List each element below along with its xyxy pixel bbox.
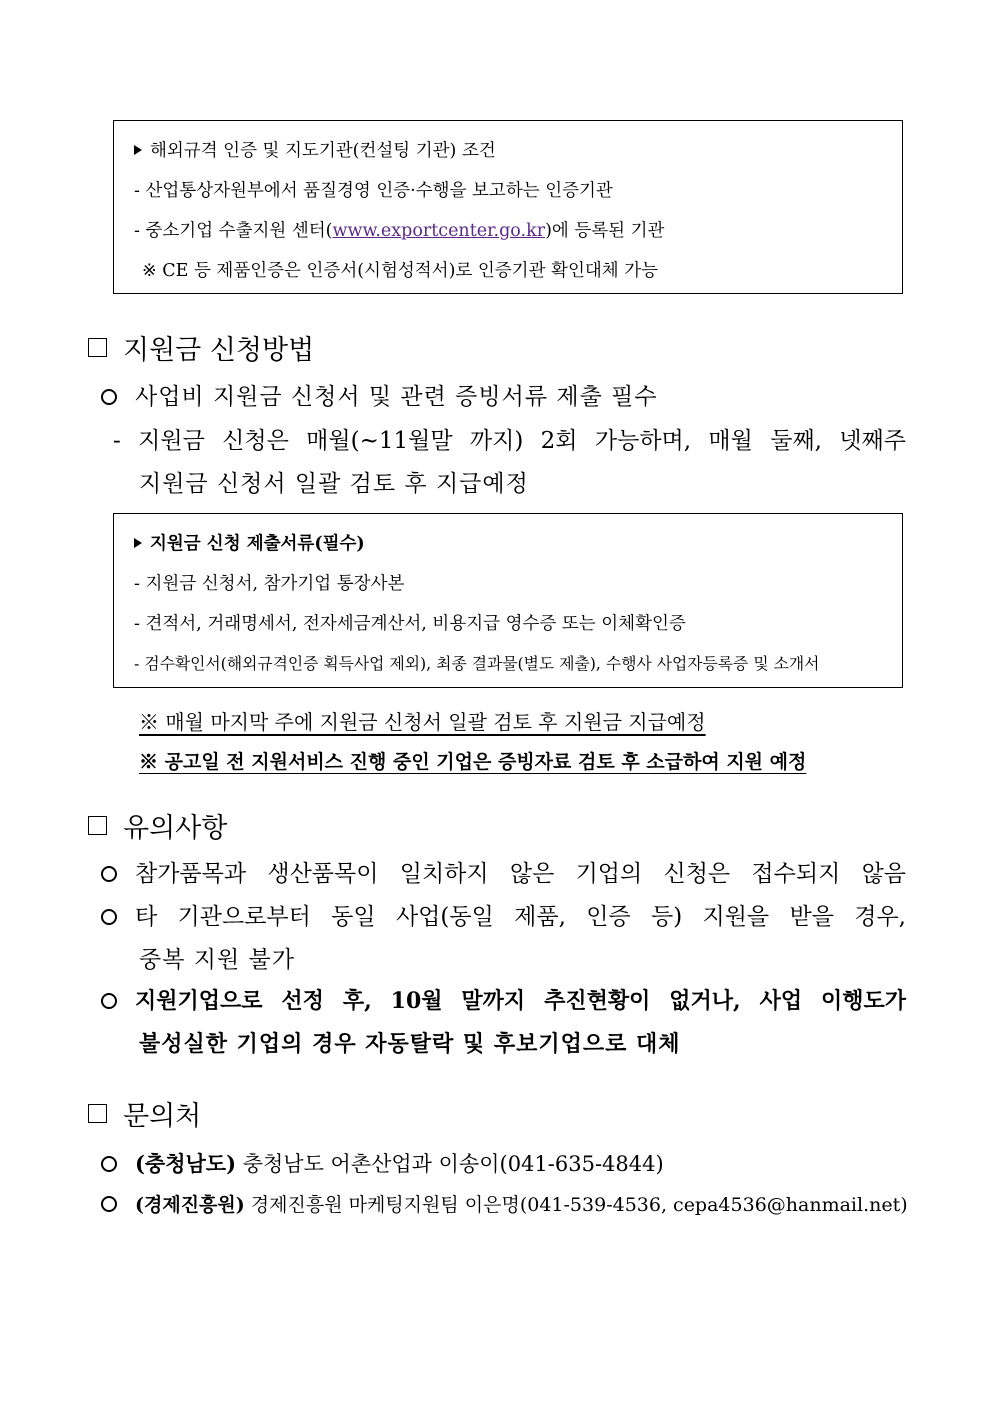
application-sub-line-1: - 지원금 신청은 매월(~11월말 까지) 2회 가능하며, 매월 둘째, 넷째주 (113, 428, 906, 454)
circle-bullet-icon (101, 1156, 117, 1172)
section-title-application: 지원금 신청방법 (88, 328, 314, 367)
box2-header: 지원금 신청 제출서류(필수) (134, 524, 902, 564)
contact-chungnam: (충청남도) 충청남도 어촌산업과 이송이(041-635-4844) (101, 1148, 664, 1178)
box1-header: 해외규격 인증 및 지도기관(컨설팅 기관) 조건 (134, 131, 902, 171)
square-bullet-icon (88, 1104, 107, 1123)
circle-bullet-icon (101, 909, 117, 925)
box1-line2: - 중소기업 수출지원 센터(www.exportcenter.go.kr)에 등록된 기관 (134, 221, 665, 241)
box1-line3: ※ CE 등 제품인증은 인증서(시험성적서)로 인증기관 확인대체 가능 (142, 261, 659, 281)
contact-economic-agency: (경제진흥원) 경제진흥원 마케팅지원팀 이은명(041-539-4536, cepa4536@hanmail.net) (101, 1190, 908, 1217)
box1-line1: - 산업통상자원부에서 품질경영 인증·수행을 보고하는 인증기관 (134, 181, 613, 201)
note-retroactive-support: ※ 공고일 전 지원서비스 진행 중인 기업은 증빙자료 검토 후 소급하여 지원 예정 (139, 751, 807, 773)
application-sub-line-2: 지원금 신청서 일괄 검토 후 지급예정 (139, 471, 529, 497)
circle-bullet-icon (101, 866, 117, 882)
box2-line2: - 견적서, 거래명세서, 전자세금계산서, 비용지급 영수증 또는 이체확인증 (134, 614, 686, 634)
note-monthly-review: ※ 매월 마지막 주에 지원금 신청서 일괄 검토 후 지원금 지급예정 (139, 710, 706, 734)
box2-line3: - 검수확인서(해외규격인증 획득사업 제외), 최종 결과물(별도 제출), 수행사 사업자등록증 및 소개서 (134, 654, 820, 673)
box2-line1: - 지원금 신청서, 참가기업 통장사본 (134, 574, 405, 594)
notice-item-3-line-2: 불성실한 기업의 경우 자동탈락 및 후보기업으로 대체 (139, 1031, 681, 1057)
circle-bullet-icon (101, 1196, 117, 1212)
notice-item-3-line-1: 지원기업으로 선정 후, 10월 말까지 추진현황이 없거나, 사업 이행도가 (101, 984, 906, 1015)
notice-item-2-line-2: 중복 지원 불가 (139, 947, 295, 973)
square-bullet-icon (88, 338, 107, 357)
notice-item-2-line-1: 타 기관으로부터 동일 사업(동일 제품, 인증 등) 지원을 받을 경우, (101, 898, 906, 931)
application-item-1: 사업비 지원금 신청서 및 관련 증빙서류 제출 필수 (101, 378, 658, 411)
square-bullet-icon (88, 816, 107, 835)
section-title-contact: 문의처 (88, 1094, 201, 1133)
triangle-bullet-icon (134, 145, 142, 155)
exportcenter-link[interactable]: www.exportcenter.go.kr (332, 221, 546, 241)
certification-conditions-box (113, 120, 903, 294)
circle-bullet-icon (101, 993, 117, 1009)
circle-bullet-icon (101, 389, 117, 405)
required-documents-box (113, 513, 903, 688)
notice-item-1: 참가품목과 생산품목이 일치하지 않은 기업의 신청은 접수되지 않음 (101, 855, 906, 888)
triangle-bullet-icon (134, 538, 142, 548)
section-title-notice: 유의사항 (88, 806, 227, 845)
